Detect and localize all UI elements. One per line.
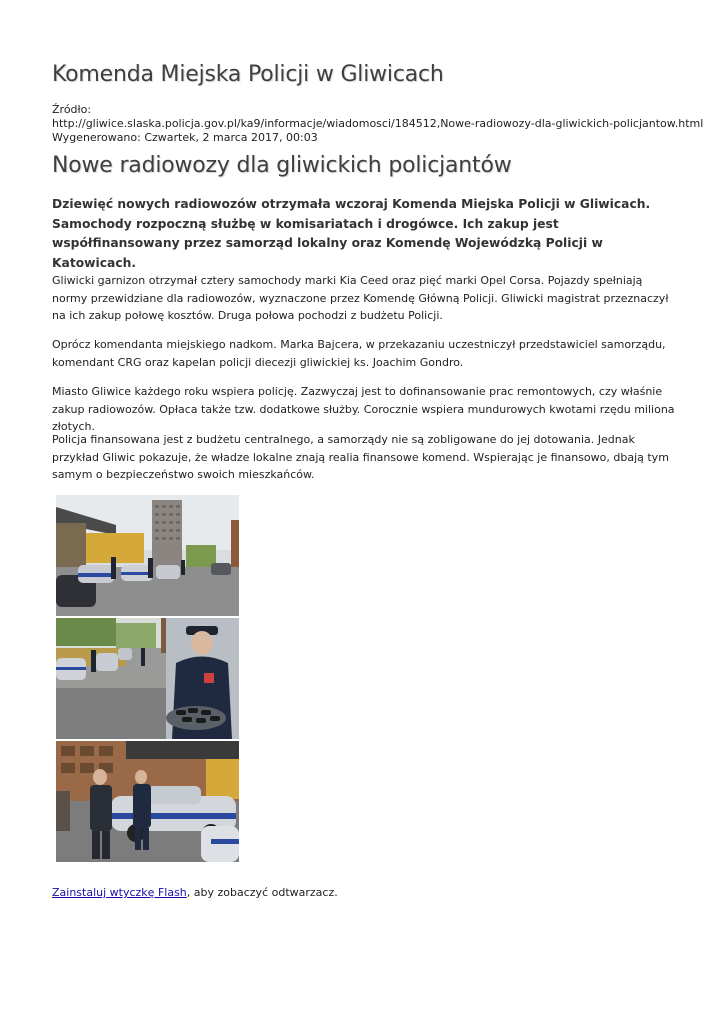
article-lead: Dziewięć nowych radiowozów otrzymała wczoraj Komenda Miejska Policji w Gliwicach. Samochody rozpoczną służbę w komisariatach i drogówce. Ich zakup jest współfinansowany przez samorząd lokalny oraz Komendę Wojewódzką Policji w Katowicach. xyxy=(52,197,651,270)
source-url: http://gliwice.slaska.policja.gov.pl/ka9/informacje/wiadomosci/184512,Nowe-radiowozy-dla-gliwickich-policjantow.html xyxy=(52,117,704,130)
article-paragraph-3: Miasto Gliwice każdego roku wspiera policję. Zazwyczaj jest to dofinansowanie prac remontowych, czy właśnie zakup radiowozów. Opłaca także tzw. dodatkowe służby. Corocznie wspiera mundurowych kwotami rzędu miliona złotych. xyxy=(52,385,675,433)
flash-notice-suffix: , aby zobaczyć odtwarzacz. xyxy=(186,886,338,899)
photo-officers-by-car[interactable] xyxy=(56,741,239,862)
install-flash-link[interactable]: Zainstaluj wtyczkę Flash xyxy=(52,886,187,899)
source-meta xyxy=(52,103,704,145)
article-title: Nowe radiowozy dla gliwickich policjantów xyxy=(52,153,512,178)
source-label: Źródło: xyxy=(52,103,92,116)
article-paragraph-4: Policja finansowana jest z budżetu centralnego, a samorządy nie są zobligowane do jej dotowania. Jednak przykład Gliwic pokazuje, że władze lokalne znają realia finansowe komend. Wspierając je finansowo, dbają tym samym o bezpieczeństwo swoich mieszkańców. xyxy=(52,433,669,481)
photo-officer-with-keys[interactable] xyxy=(56,618,239,739)
photo-police-cars-parking[interactable] xyxy=(56,495,239,616)
article-paragraph-1: Gliwicki garnizon otrzymał cztery samochody marki Kia Ceed oraz pięć marki Opel Corsa. Pojazdy spełniają normy przewidziane dla radiowozów, wyznaczone przez Komendę Główną Policji. Gliwicki magistrat przeznaczył na ich zakup połowę kosztów. Druga połowa pochodzi z budżetu Policji. xyxy=(52,274,669,322)
article-paragraph-2: Oprócz komendanta miejskiego nadkom. Marka Bajcera, w przekazaniu uczestniczył przedstawiciel samorządu, komendant CRG oraz kapelan policji diecezji gliwickiej ks. Joachim Gondro. xyxy=(52,338,666,369)
flash-notice xyxy=(52,886,338,899)
site-title: Komenda Miejska Policji w Gliwicach xyxy=(52,62,444,87)
generated-date: Wygenerowano: Czwartek, 2 marca 2017, 00:03 xyxy=(52,131,318,144)
